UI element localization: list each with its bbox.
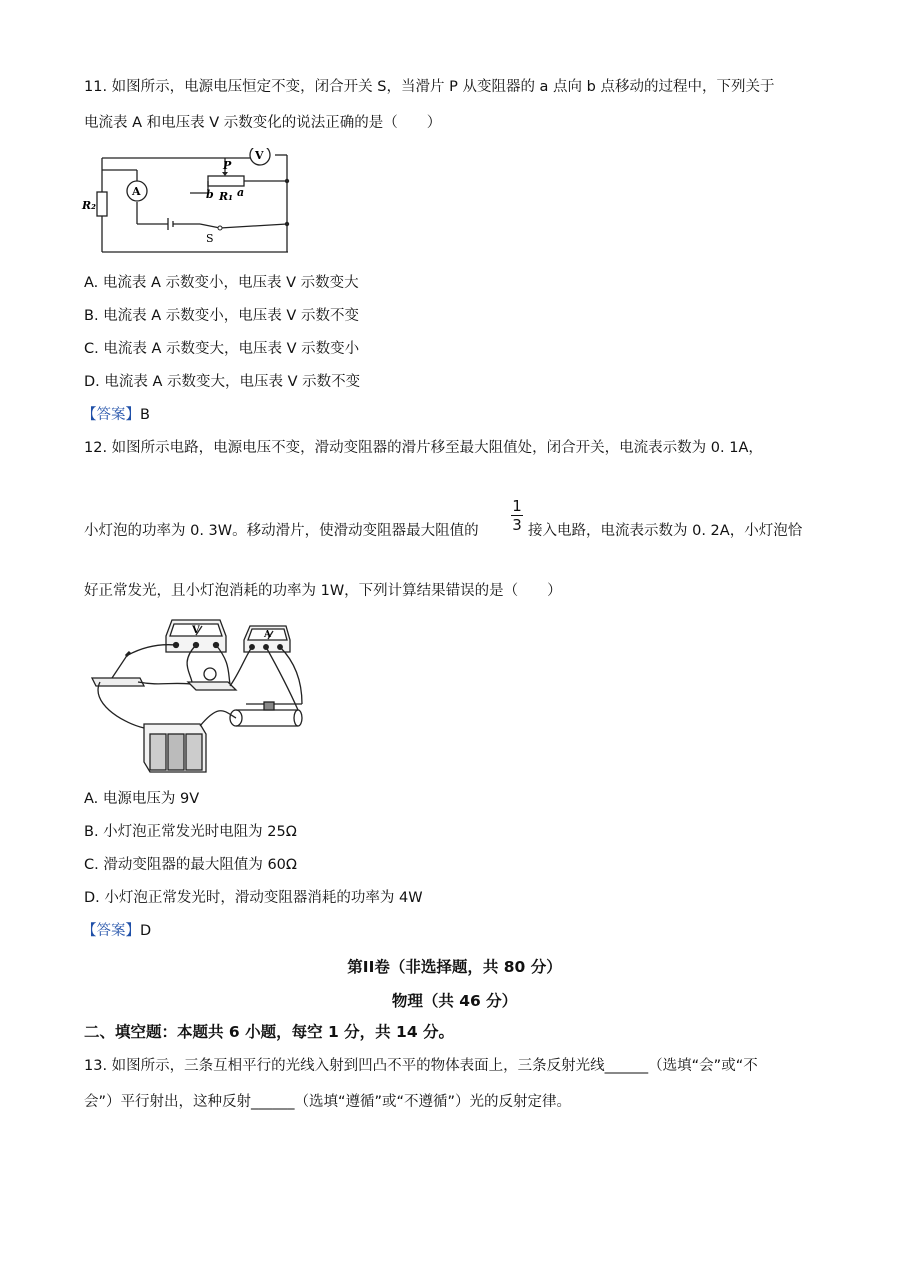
q12-option-a: A. 电源电压为 9V <box>84 791 200 807</box>
q11-fig-label-a: A <box>132 185 141 198</box>
q12-fraction <box>511 497 523 534</box>
q12-option-d: D. 小灯泡正常发光时，滑动变阻器消耗的功率为 4W <box>84 890 423 906</box>
q12-answer <box>82 922 151 940</box>
q12-fraction-numerator: 1 <box>512 497 522 515</box>
q11-fig-label-a-point: a <box>237 186 245 199</box>
q11-fig-label-p: P <box>223 159 232 172</box>
q12-fraction-denominator: 3 <box>512 516 522 534</box>
q11-circuit-figure <box>80 148 295 258</box>
q11-fig-label-b: b <box>206 188 214 201</box>
q11-option-b: B. 电流表 A 示数变小，电压表 V 示数不变 <box>84 308 359 324</box>
q11-answer <box>82 406 150 424</box>
q12-option-b: B. 小灯泡正常发光时电阻为 25Ω <box>84 824 297 840</box>
q11-fig-label-v: V <box>255 149 264 162</box>
q12-answer-tag: 【答案】 <box>82 923 140 939</box>
q13-stem-line2: 会”）平行射出，这种反射______（选填“遵循”或“不遵循”）光的反射定律。 <box>84 1094 572 1110</box>
q11-stem-line2: 电流表 A 和电压表 V 示数变化的说法正确的是（ ） <box>84 115 442 131</box>
fill-in-heading: 二、填空题：本题共 6 小题，每空 1 分，共 14 分。 <box>84 1023 455 1041</box>
q13-stem-line1: 13. 如图所示，三条互相平行的光线入射到凹凸不平的物体表面上，三条反射光线______（选填“会”或“不 <box>84 1058 758 1074</box>
q12-fig-label-a: A <box>264 630 271 640</box>
q11-option-d: D. 电流表 A 示数变大，电压表 V 示数不变 <box>84 374 361 390</box>
q11-fig-label-r1: R₁ <box>219 190 233 203</box>
q11-stem-line1: 11. 如图所示，电源电压恒定不变，闭合开关 S，当滑片 P 从变阻器的 a 点向 b 点移动的过程中，下列关于 <box>84 79 775 95</box>
q12-fig-label-v: V <box>192 625 200 636</box>
part-title: 第II卷（非选择题，共 80 分） <box>347 958 562 976</box>
q12-stem-line2-b: 接入电路，电流表示数为 0. 2A，小灯泡恰 <box>528 523 803 539</box>
q12-stem-line2-a: 小灯泡的功率为 0. 3W。移动滑片，使滑动变阻器最大阻值的 <box>84 523 479 539</box>
q12-stem-line3: 好正常发光，且小灯泡消耗的功率为 1W，下列计算结果错误的是（ ） <box>84 583 562 599</box>
q12-option-c: C. 滑动变阻器的最大阻值为 60Ω <box>84 857 297 873</box>
q11-answer-value: B <box>140 407 150 423</box>
q11-option-a: A. 电流表 A 示数变小，电压表 V 示数变大 <box>84 275 359 291</box>
subject-title: 物理（共 46 分） <box>391 992 518 1010</box>
q11-fig-label-s: S <box>206 232 214 245</box>
q12-stem-line1: 12. 如图所示电路，电源电压不变，滑动变阻器的滑片移至最大阻值处，闭合开关，电流表示数为 0. 1A， <box>84 440 763 456</box>
q12-answer-value: D <box>140 923 152 939</box>
q12-apparatus-figure <box>80 612 310 777</box>
q11-answer-tag: 【答案】 <box>82 407 140 423</box>
q11-fig-label-r2: R₂ <box>82 199 96 212</box>
q11-option-c: C. 电流表 A 示数变大，电压表 V 示数变小 <box>84 341 360 357</box>
